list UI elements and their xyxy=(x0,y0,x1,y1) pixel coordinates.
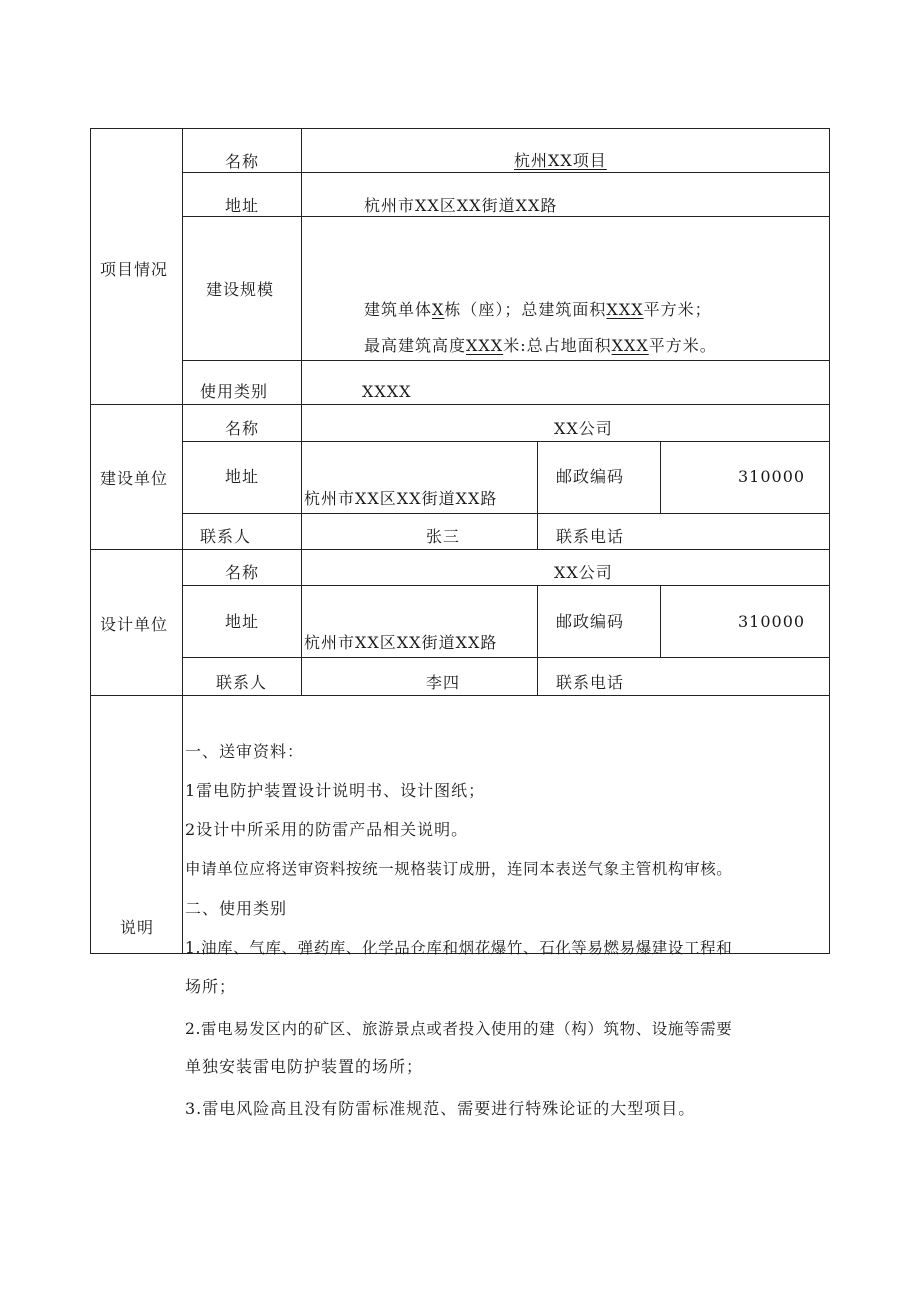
scale-text: 建筑单体 xyxy=(364,300,433,319)
builder-contact-label: 联系人 xyxy=(200,527,252,546)
designer-contact-value: 李四 xyxy=(426,673,461,692)
notes-line: 1雷电防护装置设计说明书、设计图纸； xyxy=(185,781,486,800)
scale-text: 最高建筑高度 xyxy=(364,336,467,355)
grid-line xyxy=(301,128,302,695)
builder-contact-value: 张三 xyxy=(426,527,461,546)
builder-section-label: 建设单位 xyxy=(100,469,169,488)
grid-line xyxy=(182,172,829,173)
max-height-value: XXX xyxy=(466,336,504,355)
grid-line xyxy=(182,128,183,953)
project-address-value: 杭州市XX区XX街道XX路 xyxy=(364,196,558,215)
designer-name-value: XX公司 xyxy=(554,563,613,582)
notes-line: 二、使用类别 xyxy=(185,899,288,918)
project-name-label: 名称 xyxy=(225,152,260,171)
notes-line: 2设计中所采用的防雷产品相关说明。 xyxy=(185,820,469,839)
builder-postcode-label: 邮政编码 xyxy=(556,467,625,486)
designer-address-value: 杭州市XX区XX街道XX路 xyxy=(304,633,498,652)
grid-line xyxy=(660,441,661,513)
grid-line xyxy=(182,585,829,586)
grid-line xyxy=(182,657,829,658)
grid-line xyxy=(182,216,829,217)
total-area-value: XXX xyxy=(606,300,644,319)
designer-contact-label: 联系人 xyxy=(216,673,268,692)
notes-line: 场所； xyxy=(185,977,237,996)
designer-postcode-value: 310000 xyxy=(738,612,806,631)
designer-name-label: 名称 xyxy=(225,563,260,582)
project-usage-value: XXXX xyxy=(362,382,412,401)
notes-line: 1.油库、气库、弹药库、化学品仓库和烟花爆竹、石化等易燃易爆建设工程和 xyxy=(185,939,733,957)
builder-address-label: 地址 xyxy=(225,467,260,486)
builder-postcode-value: 310000 xyxy=(738,467,806,486)
grid-line xyxy=(182,441,829,442)
project-name-value: 杭州XX项目 xyxy=(514,151,607,170)
designer-postcode-label: 邮政编码 xyxy=(556,612,625,631)
project-section-label: 项目情况 xyxy=(100,260,169,279)
land-area-value: XXX xyxy=(611,336,649,355)
builder-address-value: 杭州市XX区XX街道XX路 xyxy=(304,489,498,508)
scale-text: 平方米； xyxy=(643,300,712,319)
grid-line xyxy=(660,585,661,657)
notes-section-label: 说明 xyxy=(120,918,155,937)
project-scale-line-2 xyxy=(364,336,717,356)
notes-line: 2.雷电易发区内的矿区、旅游景点或者投入使用的建（构）筑物、设施等需要 xyxy=(185,1020,733,1038)
notes-line: 申请单位应将送审资料按统一规格装订成册，连同本表送气象主管机构审核。 xyxy=(185,860,733,878)
grid-line xyxy=(90,695,829,696)
grid-line xyxy=(182,513,829,514)
designer-section-label: 设计单位 xyxy=(100,615,169,634)
scale-text: 平方米。 xyxy=(648,336,717,355)
notes-line: 一、送审资料： xyxy=(185,742,305,761)
designer-phone-label: 联系电话 xyxy=(556,673,625,692)
designer-address-label: 地址 xyxy=(225,612,260,631)
notes-line: 3.雷电风险高且没有防雷标准规范、需要进行特殊论证的大型项目。 xyxy=(185,1099,696,1118)
builder-phone-label: 联系电话 xyxy=(556,527,625,546)
grid-line xyxy=(90,128,829,129)
scale-text: 米:总占地面积 xyxy=(503,336,612,355)
notes-line: 单独安装雷电防护装置的场所； xyxy=(185,1057,424,1076)
scale-text: 栋（座）；总建筑面积 xyxy=(444,300,607,319)
project-scale-label: 建设规模 xyxy=(206,280,275,299)
builder-name-label: 名称 xyxy=(225,419,260,438)
builder-name-value: XX公司 xyxy=(554,419,613,438)
grid-line xyxy=(182,360,829,361)
grid-line xyxy=(90,549,829,550)
grid-line xyxy=(90,404,829,405)
project-address-label: 地址 xyxy=(225,196,260,215)
grid-line xyxy=(537,585,538,695)
project-scale-line-1 xyxy=(364,300,712,320)
project-usage-label: 使用类别 xyxy=(200,382,269,401)
building-count-value: X xyxy=(432,300,445,319)
grid-line xyxy=(537,441,538,549)
grid-line xyxy=(90,128,91,953)
approval-form-table xyxy=(90,128,830,1118)
